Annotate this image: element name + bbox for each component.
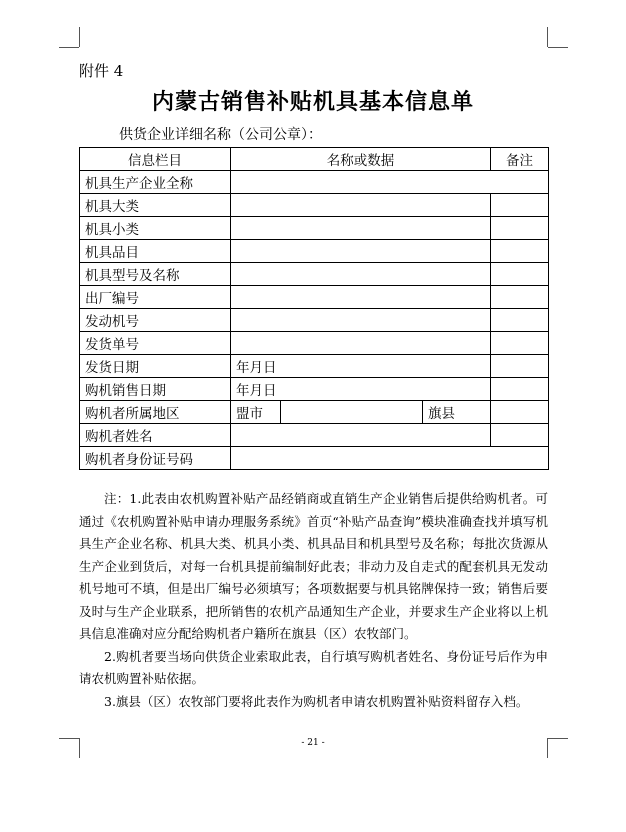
page-number: - 21 - — [301, 738, 325, 748]
row-label: 发货日期 — [80, 355, 231, 378]
col-header: 名称或数据 — [231, 148, 491, 171]
notes-section — [79, 488, 548, 713]
info-table — [79, 147, 549, 470]
value-cell[interactable] — [231, 332, 491, 355]
league-label: 盟市 — [231, 401, 281, 424]
page-title: 内蒙古销售补贴机具基本信息单 — [151, 89, 474, 115]
value-cell[interactable] — [231, 240, 491, 263]
table-row — [80, 194, 549, 217]
table-row — [80, 286, 549, 309]
row-label: 购机者姓名 — [80, 424, 231, 447]
table-row — [80, 171, 549, 194]
value-cell[interactable] — [231, 286, 491, 309]
value-cell[interactable] — [231, 171, 549, 194]
table-row — [80, 424, 549, 447]
attachment-label: 附件 4 — [79, 62, 124, 80]
row-label: 购机者所属地区 — [80, 401, 231, 424]
remark-cell[interactable] — [491, 263, 549, 286]
remark-cell[interactable] — [491, 286, 549, 309]
row-label: 购机者身份证号码 — [80, 447, 231, 470]
value-cell[interactable] — [231, 447, 549, 470]
remark-cell[interactable] — [491, 240, 549, 263]
remark-cell[interactable] — [491, 424, 549, 447]
supplier-label: 供货企业详细名称（公司公章）： — [119, 127, 322, 143]
row-label: 购机销售日期 — [80, 378, 231, 401]
remark-cell[interactable] — [491, 309, 549, 332]
table-row — [80, 332, 549, 355]
value-cell[interactable] — [231, 263, 491, 286]
date-cell[interactable]: 年月日 — [231, 355, 491, 378]
col-header: 备注 — [491, 148, 549, 171]
table-row — [80, 263, 549, 286]
county-label: 旗县 — [423, 401, 491, 424]
table-row — [80, 401, 549, 424]
row-label: 机具大类 — [80, 194, 231, 217]
note-3: 3.旗县（区）农牧部门要将此表作为购机者申请农机购置补贴资料留存入档。 — [104, 693, 529, 709]
crop-mark — [548, 47, 568, 48]
note-2: 2.购机者要当场向供货企业索取此表，自行填写购机者姓名、身份证号后作为申请农机购置补贴依据。 — [79, 648, 548, 686]
row-label: 机具小类 — [80, 217, 231, 240]
row-label: 发货单号 — [80, 332, 231, 355]
value-cell[interactable] — [231, 309, 491, 332]
county-value-cell[interactable] — [491, 401, 549, 424]
table-row — [80, 355, 549, 378]
remark-cell[interactable] — [491, 217, 549, 240]
league-value-cell[interactable] — [281, 401, 423, 424]
value-cell[interactable] — [231, 194, 491, 217]
table-row — [80, 378, 549, 401]
remark-cell[interactable] — [491, 378, 549, 401]
remark-cell[interactable] — [491, 355, 549, 378]
table-row — [80, 240, 549, 263]
row-label: 发动机号 — [80, 309, 231, 332]
note-1: 注：1.此表由农机购置补贴产品经销商或直销生产企业销售后提供给购机者。可通过《农机购置补贴申请办理服务系统》首页“补贴产品查询”模块准确查找并填写机具生产企业名称、机具大类、机具小类、机具品目和机具型号及名称；每批次货源从生产企业到货后，对每一台机具提前编制好此表；非动力及自走式的配套机具无发动机号地可不填，但是出厂编号必须填写；各项数据要与机具铭牌保持一致；销售后要及时与生产企业联系，把所销售的农机产品通知生产企业，并要求生产企业将以上机具信息准确对应分配给购机者户籍所在旗县（区）农牧部门。 — [79, 491, 548, 641]
table-header-row — [80, 148, 549, 171]
table-row — [80, 447, 549, 470]
col-header: 信息栏目 — [80, 148, 231, 171]
crop-mark — [79, 27, 80, 47]
value-cell[interactable] — [231, 217, 491, 240]
crop-mark — [547, 27, 548, 47]
row-label: 机具型号及名称 — [80, 263, 231, 286]
row-label: 机具生产企业全称 — [80, 171, 231, 194]
remark-cell[interactable] — [491, 332, 549, 355]
row-label: 机具品目 — [80, 240, 231, 263]
remark-cell[interactable] — [491, 194, 549, 217]
value-cell[interactable] — [231, 424, 491, 447]
table-row — [80, 217, 549, 240]
table-row — [80, 309, 549, 332]
crop-mark — [59, 47, 79, 48]
row-label: 出厂编号 — [80, 286, 231, 309]
date-cell[interactable]: 年月日 — [231, 378, 491, 401]
